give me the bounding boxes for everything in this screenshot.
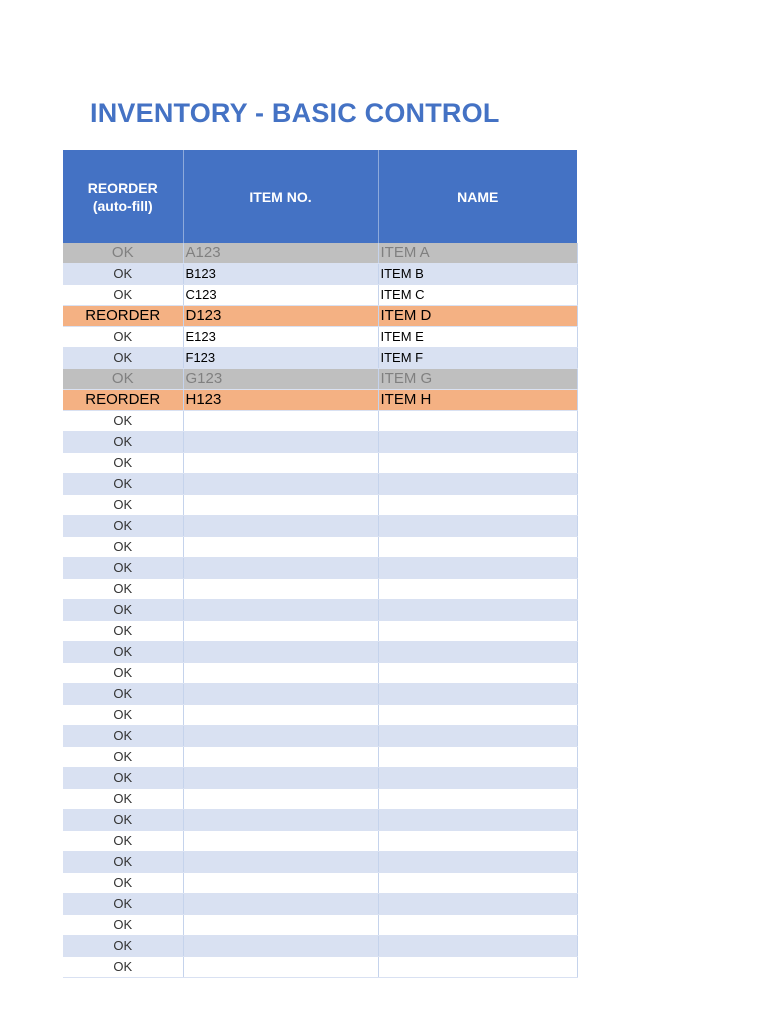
reorder-status-cell[interactable]: OK [63, 348, 183, 369]
item-name-cell[interactable] [378, 600, 577, 621]
item-no-cell[interactable]: F123 [183, 348, 378, 369]
table-row [63, 621, 577, 642]
item-name-cell[interactable] [378, 831, 577, 852]
item-name-cell[interactable] [378, 768, 577, 789]
reorder-status-cell[interactable]: OK [63, 621, 183, 642]
item-no-cell[interactable] [183, 432, 378, 453]
table-row [63, 474, 577, 495]
item-name-cell[interactable] [378, 957, 577, 978]
reorder-status-cell[interactable]: OK [63, 915, 183, 936]
item-no-cell[interactable]: D123 [183, 306, 378, 327]
item-name-cell[interactable] [378, 684, 577, 705]
item-no-cell[interactable] [183, 537, 378, 558]
item-name-cell[interactable] [378, 663, 577, 684]
item-no-cell[interactable] [183, 957, 378, 978]
reorder-status-cell[interactable]: REORDER [63, 390, 183, 411]
table-row [63, 663, 577, 684]
item-name-cell[interactable]: ITEM A [378, 243, 577, 264]
item-name-cell[interactable] [378, 936, 577, 957]
item-no-cell[interactable] [183, 873, 378, 894]
item-no-cell[interactable] [183, 600, 378, 621]
table-row [63, 936, 577, 957]
item-name-cell[interactable] [378, 642, 577, 663]
table-row [63, 831, 577, 852]
table-row [63, 726, 577, 747]
table-row [63, 705, 577, 726]
reorder-status-cell[interactable]: OK [63, 663, 183, 684]
table-row [63, 516, 577, 537]
table-row [63, 873, 577, 894]
reorder-status-cell[interactable]: OK [63, 747, 183, 768]
table-row [63, 411, 577, 432]
reorder-status-cell[interactable]: OK [63, 579, 183, 600]
item-name-cell[interactable] [378, 726, 577, 747]
item-name-cell[interactable] [378, 810, 577, 831]
table-row [63, 537, 577, 558]
item-name-cell[interactable] [378, 432, 577, 453]
item-name-cell[interactable] [378, 747, 577, 768]
item-name-cell[interactable] [378, 411, 577, 432]
table-row [63, 432, 577, 453]
reorder-status-cell[interactable]: OK [63, 243, 183, 264]
table-row [63, 264, 577, 285]
reorder-status-cell[interactable]: OK [63, 432, 183, 453]
reorder-status-cell[interactable]: OK [63, 768, 183, 789]
item-no-cell[interactable] [183, 831, 378, 852]
item-no-cell[interactable] [183, 663, 378, 684]
item-no-cell[interactable] [183, 642, 378, 663]
table-row [63, 243, 577, 264]
reorder-status-cell[interactable]: OK [63, 285, 183, 306]
reorder-status-cell[interactable]: OK [63, 453, 183, 474]
table-row [63, 390, 577, 411]
table-row [63, 285, 577, 306]
item-no-cell[interactable] [183, 936, 378, 957]
item-name-cell[interactable]: ITEM C [378, 285, 577, 306]
item-no-cell[interactable] [183, 852, 378, 873]
reorder-status-cell[interactable]: OK [63, 642, 183, 663]
page-title: INVENTORY - BASIC CONTROL [90, 98, 500, 128]
table-row [63, 579, 577, 600]
item-name-cell[interactable] [378, 516, 577, 537]
reorder-status-cell[interactable]: OK [63, 957, 183, 978]
item-no-cell[interactable] [183, 768, 378, 789]
table-row [63, 327, 577, 348]
table-row [63, 348, 577, 369]
reorder-status-cell[interactable]: OK [63, 411, 183, 432]
item-no-cell[interactable] [183, 516, 378, 537]
item-no-cell[interactable]: C123 [183, 285, 378, 306]
reorder-status-cell[interactable]: OK [63, 516, 183, 537]
item-no-cell[interactable]: H123 [183, 390, 378, 411]
item-no-cell[interactable] [183, 726, 378, 747]
item-name-cell[interactable]: ITEM E [378, 327, 577, 348]
item-name-cell[interactable]: ITEM F [378, 348, 577, 369]
item-name-cell[interactable]: ITEM H [378, 390, 577, 411]
table-row [63, 684, 577, 705]
item-no-cell[interactable] [183, 621, 378, 642]
item-name-cell[interactable] [378, 621, 577, 642]
item-name-cell[interactable] [378, 474, 577, 495]
item-no-cell[interactable] [183, 474, 378, 495]
reorder-status-cell[interactable]: OK [63, 852, 183, 873]
item-no-cell[interactable] [183, 684, 378, 705]
header-reorder[interactable] [63, 150, 183, 243]
table-row [63, 642, 577, 663]
item-name-cell[interactable] [378, 453, 577, 474]
table-row [63, 600, 577, 621]
reorder-status-cell[interactable]: OK [63, 495, 183, 516]
item-no-cell[interactable]: E123 [183, 327, 378, 348]
item-name-cell[interactable] [378, 558, 577, 579]
item-no-cell[interactable] [183, 495, 378, 516]
header-item-no[interactable]: ITEM NO. [183, 150, 378, 243]
item-no-cell[interactable]: G123 [183, 369, 378, 390]
table-row [63, 495, 577, 516]
item-name-cell[interactable]: ITEM B [378, 264, 577, 285]
item-no-cell[interactable] [183, 747, 378, 768]
table-row [63, 369, 577, 390]
table-row [63, 453, 577, 474]
reorder-status-cell[interactable]: OK [63, 558, 183, 579]
table-row [63, 306, 577, 327]
header-reorder-label: REORDER (auto-fill) [87, 179, 158, 214]
reorder-status-cell[interactable]: OK [63, 474, 183, 495]
reorder-status-cell[interactable]: OK [63, 810, 183, 831]
table-row [63, 894, 577, 915]
item-name-cell[interactable] [378, 495, 577, 516]
reorder-status-cell[interactable]: OK [63, 600, 183, 621]
reorder-status-cell[interactable]: OK [63, 894, 183, 915]
item-name-cell[interactable] [378, 537, 577, 558]
table-row [63, 852, 577, 873]
item-no-cell[interactable] [183, 894, 378, 915]
header-row [63, 150, 577, 243]
reorder-status-cell[interactable]: OK [63, 369, 183, 390]
item-no-cell[interactable] [183, 411, 378, 432]
item-name-cell[interactable] [378, 705, 577, 726]
item-no-cell[interactable] [183, 810, 378, 831]
reorder-status-cell[interactable]: OK [63, 726, 183, 747]
table-row [63, 768, 577, 789]
reorder-status-cell[interactable]: OK [63, 327, 183, 348]
item-no-cell[interactable]: A123 [183, 243, 378, 264]
item-no-cell[interactable]: B123 [183, 264, 378, 285]
inventory-table [63, 150, 578, 978]
item-name-cell[interactable]: ITEM G [378, 369, 577, 390]
item-name-cell[interactable]: ITEM D [378, 306, 577, 327]
item-no-cell[interactable] [183, 789, 378, 810]
table-row [63, 957, 577, 978]
reorder-status-cell[interactable]: OK [63, 873, 183, 894]
item-name-cell[interactable] [378, 873, 577, 894]
reorder-status-cell[interactable]: OK [63, 537, 183, 558]
item-no-cell[interactable] [183, 579, 378, 600]
item-name-cell[interactable] [378, 894, 577, 915]
item-no-cell[interactable] [183, 915, 378, 936]
reorder-status-cell[interactable]: OK [63, 831, 183, 852]
table-row [63, 747, 577, 768]
item-name-cell[interactable] [378, 789, 577, 810]
item-no-cell[interactable] [183, 453, 378, 474]
header-name[interactable]: NAME [378, 150, 577, 243]
table-row [63, 789, 577, 810]
table-row [63, 558, 577, 579]
reorder-status-cell[interactable]: OK [63, 936, 183, 957]
item-name-cell[interactable] [378, 579, 577, 600]
table-row [63, 915, 577, 936]
reorder-status-cell[interactable]: OK [63, 705, 183, 726]
item-name-cell[interactable] [378, 852, 577, 873]
reorder-status-cell[interactable]: OK [63, 789, 183, 810]
reorder-status-cell[interactable]: OK [63, 264, 183, 285]
reorder-status-cell[interactable]: OK [63, 684, 183, 705]
table-body [63, 243, 577, 978]
reorder-status-cell[interactable]: REORDER [63, 306, 183, 327]
item-no-cell[interactable] [183, 705, 378, 726]
item-name-cell[interactable] [378, 915, 577, 936]
table-row [63, 810, 577, 831]
item-no-cell[interactable] [183, 558, 378, 579]
